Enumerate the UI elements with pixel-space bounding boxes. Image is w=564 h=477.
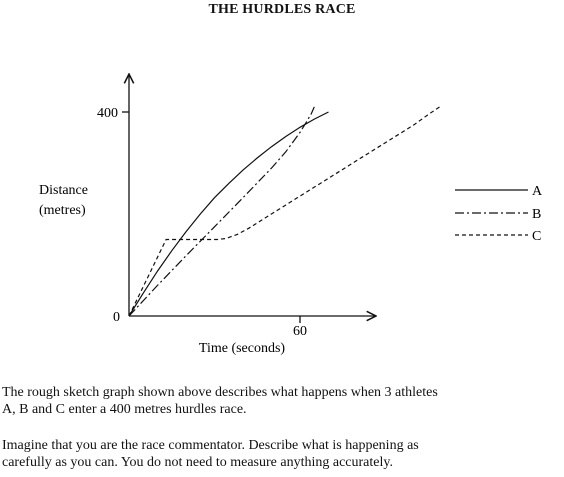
- legend-label-c: C: [532, 229, 542, 244]
- intro-paragraph: [2, 384, 562, 418]
- legend-label-b: B: [532, 207, 542, 222]
- legend-label-a: A: [532, 184, 543, 199]
- intro-line: The rough sketch graph shown above describes what happens when 3 athletes: [2, 385, 438, 400]
- intro-line: A, B and C enter a 400 metres hurdles race.: [2, 402, 247, 417]
- y-axis-label-line2: (metres): [39, 203, 86, 218]
- series-a-line: [129, 112, 329, 316]
- legend: [455, 184, 543, 244]
- series-b-line: [129, 107, 314, 316]
- origin-label: 0: [113, 310, 120, 325]
- y-tick-label: 400: [97, 106, 118, 121]
- task-line: carefully as you can. You do not need to measure anything accurately.: [2, 455, 393, 470]
- task-line: Imagine that you are the race commentator. Describe what is happening as: [2, 438, 419, 453]
- y-axis-label-line1: Distance: [39, 183, 88, 198]
- task-paragraph: [2, 437, 562, 471]
- x-tick-label: 60: [293, 324, 307, 339]
- page-title: THE HURDLES RACE: [208, 2, 356, 17]
- x-axis-label: Time (seconds): [198, 341, 286, 356]
